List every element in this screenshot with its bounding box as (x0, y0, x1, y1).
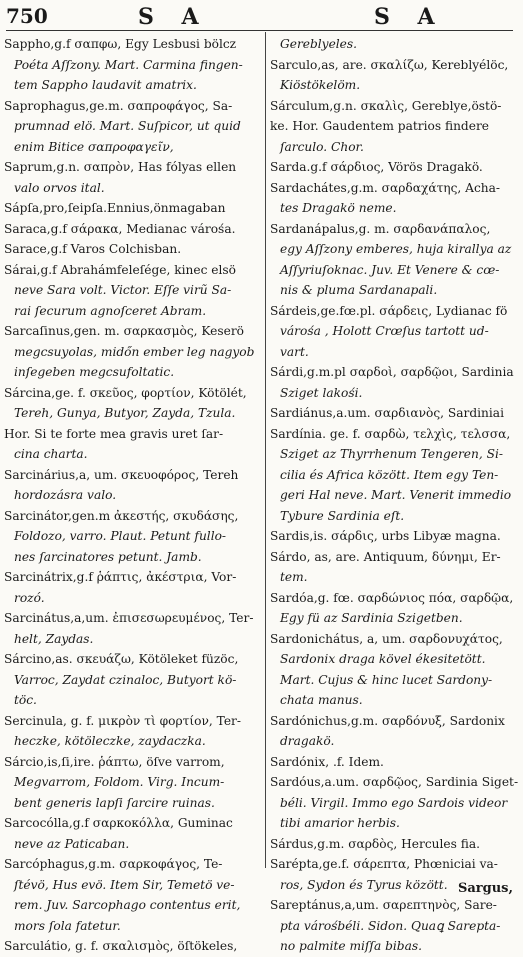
entry-line: valo orvos ital. (14, 180, 105, 195)
entry-line: Saraca,g.f σάρακα, Medianac várośa. (4, 221, 236, 236)
entry-line: Megvarrom, Foldom. Virg. Incum- (14, 775, 225, 789)
entry-line: Sarcóphagus,g.m. σαρκοφάγος, Te- (4, 857, 223, 871)
entry-line: Sarcaſinus,gen. m. σαρκασμὸς, Keserö (4, 324, 245, 338)
entry-line: helt, Zaydas. (14, 631, 94, 646)
entry-line: tem Sappho laudavit amatrix. (14, 78, 197, 92)
entry-line: megcsuyolas, midőn ember leg nagyob (14, 344, 255, 359)
entry-line: Sardonichátus, a, um. σαρδονυχάτος, (270, 631, 503, 646)
entry-line: Sarépta,ge.f. σάρεπτα, Phœniciai va- (270, 857, 498, 871)
running-head-left: S A (138, 4, 209, 30)
entry-line: nes ſarcinatores petunt. Jamb. (14, 549, 202, 564)
left-column (4, 34, 259, 957)
entry-line: mors ſola fatetur. (14, 918, 121, 933)
entry-line: Sardonix draga kövel ékesitetött. (280, 652, 486, 666)
entry-line: ſtévö, Hus evö. Item Sir, Temetö ve- (14, 877, 235, 892)
entry-line: Varroc, Zaydat czinaloc, Butyort kö- (14, 672, 237, 687)
page-number: 750 (6, 4, 48, 28)
entry-line: Mart. Cujus & hinc lucet Sardony- (280, 672, 493, 687)
entry-line: Sappho,g.f σαπφω, Egy Lesbusi bölcz (4, 37, 237, 51)
entry-line: Sarcinátus,a,um. ἐπισεσωρευμένος, Ter- (4, 611, 254, 625)
entry-line: Sziget lakośi. (280, 385, 363, 400)
entry-line: neve Sara volt. Victor. Eſſe virũ Sa- (14, 283, 232, 297)
entry-line: no palmite miſſa bibas. (280, 939, 422, 953)
entry-line: vart. (280, 344, 309, 359)
entry-line: Sárdeis,ge.fœ.pl. σάρδεις, Lydianac fö (270, 303, 508, 318)
entry-line: geri Hal neve. Mart. Venerit immedio (280, 488, 512, 502)
entry-line: Sardanápalus,g. m. σαρδανάπαλος, (270, 221, 491, 236)
entry-line: Sárcio,is,ſi,ire. ῥάπτω, öſve varrom, (4, 754, 225, 769)
catchword: Sargus, (457, 881, 513, 896)
right-column (270, 34, 518, 957)
entry-line: cilia és Africa között. Item egy Ten- (280, 467, 499, 482)
entry-line: Saprum,g.n. σαπρὸν, Has fólyas ellen (4, 160, 237, 174)
entry-line: várośa , Holott Crœſus tartott ud- (280, 324, 489, 338)
entry-line: hordozásra valo. (14, 488, 117, 502)
entry-line: enim Bitice σαπροφαγεῖν, (14, 139, 174, 154)
entry-line: rozó. (14, 590, 45, 605)
entry-line: Sárai,g.f Abrahámfeleſége, kinec elsö (4, 262, 236, 277)
entry-line: Sárcina,ge. f. σκεῦος, φορτίον, Kötölét, (4, 385, 247, 400)
entry-line: Sarculo,as, are. σκαλίζω, Kereblyélöc, (270, 57, 509, 72)
entry-line: nis & pluma Sardanapali. (280, 283, 438, 297)
entry-line: Sárdo, as, are. Antiquum, δύνημι, Er- (270, 549, 501, 564)
column-divider (265, 32, 266, 868)
entry-line: cina charta. (14, 447, 88, 461)
entry-line: Sardóa,g. fœ. σαρδώνιος πόα, σαρδῷα, (270, 590, 514, 605)
entry-line: Sziget az Thyrrhenum Tengeren, Si- (280, 447, 503, 461)
entry-line: Sarcinátor,gen.m ἀκεστής, σκυδάσης, (4, 508, 239, 523)
entry-line: Sárculum,g.n. σκαλὶς, Gereblye,östö- (270, 98, 502, 113)
entry-line: rem. Juv. Sarcophago contentus erit, (14, 898, 241, 912)
entry-line: Sercinula, g. f. μικρὸν τὶ φορτίον, Ter- (4, 713, 241, 728)
entry-line: pta várośbéli. Sidon. Quaꝗ Sarepta- (280, 918, 501, 933)
entry-line: Sárcino,as. σκευάζω, Kötöleket füzöc, (4, 652, 239, 666)
entry-line: ke. Hor. Gaudentem patrios findere (270, 119, 489, 133)
entry-line: heczke, kötöleczke, zaydaczka. (14, 734, 206, 748)
entry-line: neve az Paticaban. (14, 836, 130, 851)
header-rule (6, 30, 513, 31)
entry-line: chata manus. (280, 693, 363, 707)
entry-line: Sarcinárius,a, um. σκευοφόρος, Tereh (4, 467, 239, 482)
entry-line: tibi amarior herbis. (280, 816, 400, 830)
entry-line: Sarda.g.f σάρδιος, Vörös Dragakö. (270, 160, 483, 174)
entry-line: inſegeben megcsufoltatic. (14, 365, 175, 379)
entry-line: Tybure Sardinia eſt. (280, 508, 405, 523)
entry-line: ros, Sydon és Tyrus között. (280, 877, 448, 892)
entry-line: Sardis,is. σάρδις, urbs Libyæ magna. (270, 529, 501, 543)
entry-line: Sardiánus,a.um. σαρδιανὸς, Sardiniai (270, 406, 504, 420)
entry-line: Sardónix, .f. Idem. (270, 754, 384, 769)
page-header (0, 4, 523, 30)
entry-line: Aſſyriuſoknac. Juv. Et Venere & cœ- (280, 262, 500, 277)
entry-line: Sareptánus,a,um. σαρεπτηνὸς, Sare- (270, 898, 497, 912)
running-head-right: S A (374, 4, 445, 30)
entry-line: Sárdi,g.m.pl σαρδοὶ, σαρδῷοι, Sardinia (270, 365, 514, 379)
entry-line: Sarace,g.f Varos Colchisban. (4, 242, 182, 256)
entry-line: Sardóus,a.um. σαρδῷος, Sardinia Siget- (270, 775, 518, 789)
entry-line: Tereh, Gunya, Butyor, Zayda, Tzula. (14, 406, 236, 420)
entry-line: béli. Virgil. Immo ego Sardois videor (280, 795, 508, 810)
entry-line: Poéta Aſſzony. Mart. Carmina fingen- (14, 57, 243, 72)
entry-line: Gereblyeles. (280, 37, 358, 51)
entry-line: tes Dragakö neme. (280, 201, 397, 215)
entry-line: rai ſecurum agnoſceret Abram. (14, 303, 207, 318)
entry-line: Sarculátio, g. f. σκαλισμὸς, öſtökeles, (4, 939, 238, 953)
entry-line: Sardachátes,g.m. σαρδαχάτης, Acha- (270, 180, 501, 195)
entry-line: Sarcocólla,g.f σαρκοκόλλα, Guminac (4, 816, 233, 830)
entry-line: dragakö. (280, 734, 335, 748)
entry-line: Sápſa,pro,ſeipſa.Ennius,önmagaban (4, 201, 226, 215)
entry-line: Kiöstökelöm. (280, 78, 361, 92)
entry-line: Egy fü az Sardinia Szigetben. (280, 611, 463, 625)
entry-line: töc. (14, 693, 37, 707)
entry-line: tem. (280, 570, 308, 584)
entry-line: Saprophagus,ge.m. σαπροφάγος, Sa- (4, 98, 233, 113)
entry-line: bent generis lapſi ſarcire ruinas. (14, 795, 215, 810)
entry-line: Sárdus,g.m. σαρδὸς, Hercules fia. (270, 836, 481, 851)
entry-line: Foldozo, varro. Plaut. Petunt fullo- (14, 529, 227, 543)
entry-line: prumnad elö. Mart. Suſpicor, ut quid (14, 119, 241, 133)
entry-line: Hor. Si te forte mea gravis uret ſar- (4, 426, 224, 441)
entry-line: Sarcinátrix,g.f ῥάπτις, ἀκέστρια, Vor- (4, 570, 237, 584)
entry-line: Sardínia. ge. f. σαρδὼ, τελχὶς, τελσσα, (270, 426, 511, 441)
entry-line: Sardónichus,g.m. σαρδόνυξ, Sardonix (270, 713, 505, 728)
entry-line: egy Aſſzony emberes, huja kirallya az (280, 242, 512, 256)
entry-line: ſarculo. Chor. (280, 139, 364, 154)
